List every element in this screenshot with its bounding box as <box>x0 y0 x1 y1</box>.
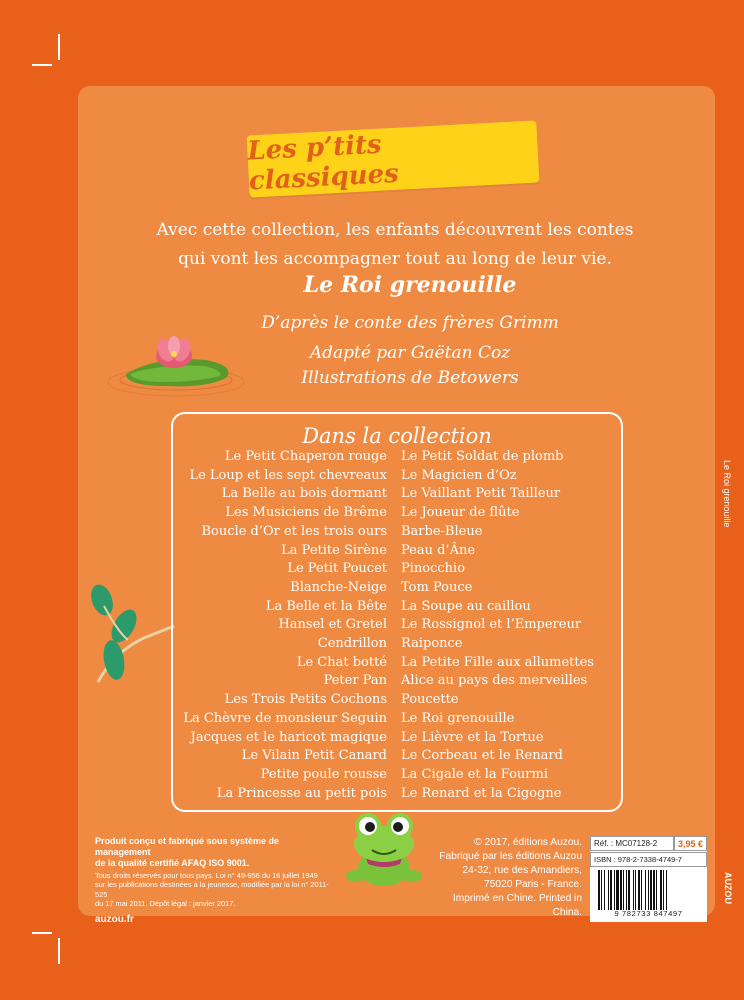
isbn: ISBN : 978-2-7338-4749-7 <box>590 852 707 867</box>
list-item: Peter Pan <box>323 673 387 689</box>
collection-list-left <box>181 448 387 803</box>
list-item: Le Rossignol et l’Empereur <box>401 617 582 633</box>
water-lily-illustration <box>96 330 246 400</box>
publisher-line: 75020 Paris - France. <box>484 879 582 890</box>
credit-adapter: Adapté par Gaëtan Coz <box>309 343 511 363</box>
website-url: auzou.fr <box>95 913 134 925</box>
barcode-bar <box>620 870 622 910</box>
collection-list-right <box>401 448 621 803</box>
list-item: Le Petit Chaperon rouge <box>224 449 387 464</box>
list-item: Boucle d’Or et les trois ours <box>201 523 387 539</box>
rights-line: sur les publications destinées à la jeunesse, modifiée par la loi n° 2011-525 <box>95 880 329 899</box>
list-item: La Chèvre de monsieur Seguin <box>183 710 387 726</box>
reference-row <box>590 836 707 851</box>
publisher-line: 24-32, rue des Amandiers, <box>462 865 582 876</box>
crop-mark <box>32 932 52 934</box>
credit-source: D’après le conte des frères Grimm <box>261 313 559 333</box>
list-item: Hansel et Gretel <box>278 617 387 633</box>
clover-illustration <box>84 582 176 692</box>
crop-mark <box>58 938 60 964</box>
list-item: Raiponce <box>401 636 463 652</box>
barcode-bar <box>653 870 655 910</box>
series-label: Les p’tits classiques <box>246 129 400 197</box>
rights-line: du 17 mai 2011. Dépôt légal : janvier 2017. <box>95 899 236 909</box>
barcode-bar <box>598 870 600 910</box>
barcode-bar <box>648 870 649 910</box>
quality-notice: de la qualité certifié AFAQ ISO 9001. <box>95 858 250 868</box>
collection-list-box <box>171 412 623 812</box>
list-item: Jacques et le haricot magique <box>190 729 387 745</box>
barcode-bar <box>635 870 636 910</box>
list-item: Le Loup et les sept chevreaux <box>189 467 387 483</box>
crop-mark <box>58 34 60 60</box>
list-item: Le Roi grenouille <box>401 710 515 726</box>
barcode-bar <box>666 870 667 910</box>
list-item: Le Joueur de flûte <box>401 505 520 521</box>
barcode-bar <box>608 870 609 910</box>
barcode-bar <box>633 870 634 910</box>
list-item: La Petite Sirène <box>281 542 387 558</box>
barcode-bar <box>660 870 662 910</box>
barcode-bar <box>623 870 624 910</box>
list-item: La Princesse au petit pois <box>216 785 387 801</box>
spine-title: Le Roi grenouille <box>722 460 732 528</box>
frog-illustration <box>336 806 432 890</box>
list-item: Le Vaillant Petit Tailleur <box>401 486 561 502</box>
list-item: Blanche-Neige <box>290 579 387 595</box>
intro-line: qui vont les accompagner tout au long de leur vie. <box>178 249 612 269</box>
list-item: La Soupe au caillou <box>401 598 531 614</box>
quality-notice: Produit conçu et fabriqué sous système de management <box>95 836 280 857</box>
book-title: Le Roi grenouille <box>303 272 517 298</box>
rights-line: Tous droits réservés pour tous pays. Loi n° 49-956 du 16 juillet 1949 <box>95 871 318 880</box>
list-item: La Cigale et la Fourmi <box>401 766 548 782</box>
barcode-bar <box>616 870 619 910</box>
list-item: La Belle et la Bête <box>265 598 387 614</box>
rights-notice <box>95 871 335 909</box>
list-item: Le Chat botté <box>296 654 387 670</box>
list-item: Le Petit Poucet <box>287 561 387 577</box>
list-item: Les Trois Petits Cochons <box>224 692 387 708</box>
barcode-bar <box>663 870 664 910</box>
list-item: Le Corbeau et le Renard <box>401 748 563 764</box>
list-item: Les Musiciens de Brême <box>225 505 387 521</box>
list-item: Pinocchio <box>401 561 466 577</box>
barcode-bar <box>626 870 627 910</box>
barcode-bar <box>628 870 630 910</box>
barcode-box <box>590 836 707 922</box>
list-item: Peau d’Âne <box>401 542 476 558</box>
list-item: La Petite Fille aux allumettes <box>401 654 594 670</box>
barcode-bar <box>604 870 605 910</box>
collection-intro <box>150 216 640 274</box>
collection-title: Dans la collection <box>302 424 492 448</box>
list-item: Le Petit Soldat de plomb <box>401 449 564 464</box>
list-item: Barbe-Bleue <box>401 523 483 539</box>
barcode-number: 9 782733 847497 <box>614 909 683 918</box>
list-item: Alice au pays des merveilles <box>401 673 588 689</box>
list-item: Le Vilain Petit Canard <box>241 748 387 764</box>
credit-illustrator: Illustrations de Betowers <box>301 368 519 388</box>
barcode-bar <box>610 870 612 910</box>
spine-brand: AUZOU <box>723 872 733 904</box>
price: 3,95 € <box>674 836 707 851</box>
publisher-info <box>430 836 582 920</box>
intro-line: Avec cette collection, les enfants découvrent les contes <box>156 220 634 240</box>
publisher-line: Fabriqué par les éditions Auzou <box>439 851 582 862</box>
list-item: Tom Pouce <box>401 579 473 595</box>
list-item: Poucette <box>401 692 459 708</box>
barcode-bar <box>638 870 640 910</box>
list-item: Cendrillon <box>317 636 387 652</box>
list-item: Le Lièvre et la Tortue <box>401 729 544 745</box>
barcode-bar <box>645 870 646 910</box>
list-item: Le Magicien d’Oz <box>401 467 517 483</box>
crop-mark <box>32 64 52 66</box>
barcode-bar <box>650 870 652 910</box>
legal-notice <box>95 836 335 925</box>
reference-number: Réf. : MC07128-2 <box>590 836 674 851</box>
barcode-bar <box>601 870 602 910</box>
barcode-bar <box>641 870 642 910</box>
list-item: Petite poule rousse <box>260 766 387 782</box>
barcode-bar <box>656 870 657 910</box>
barcode-bars <box>596 870 701 910</box>
barcode-bar <box>614 870 615 910</box>
publisher-line: © 2017, éditions Auzou. <box>474 837 582 848</box>
publisher-line: Imprimé en Chine. Printed in China. <box>452 893 582 918</box>
list-item: Le Renard et la Cigogne <box>401 785 562 801</box>
list-item: La Belle au bois dormant <box>221 486 387 502</box>
